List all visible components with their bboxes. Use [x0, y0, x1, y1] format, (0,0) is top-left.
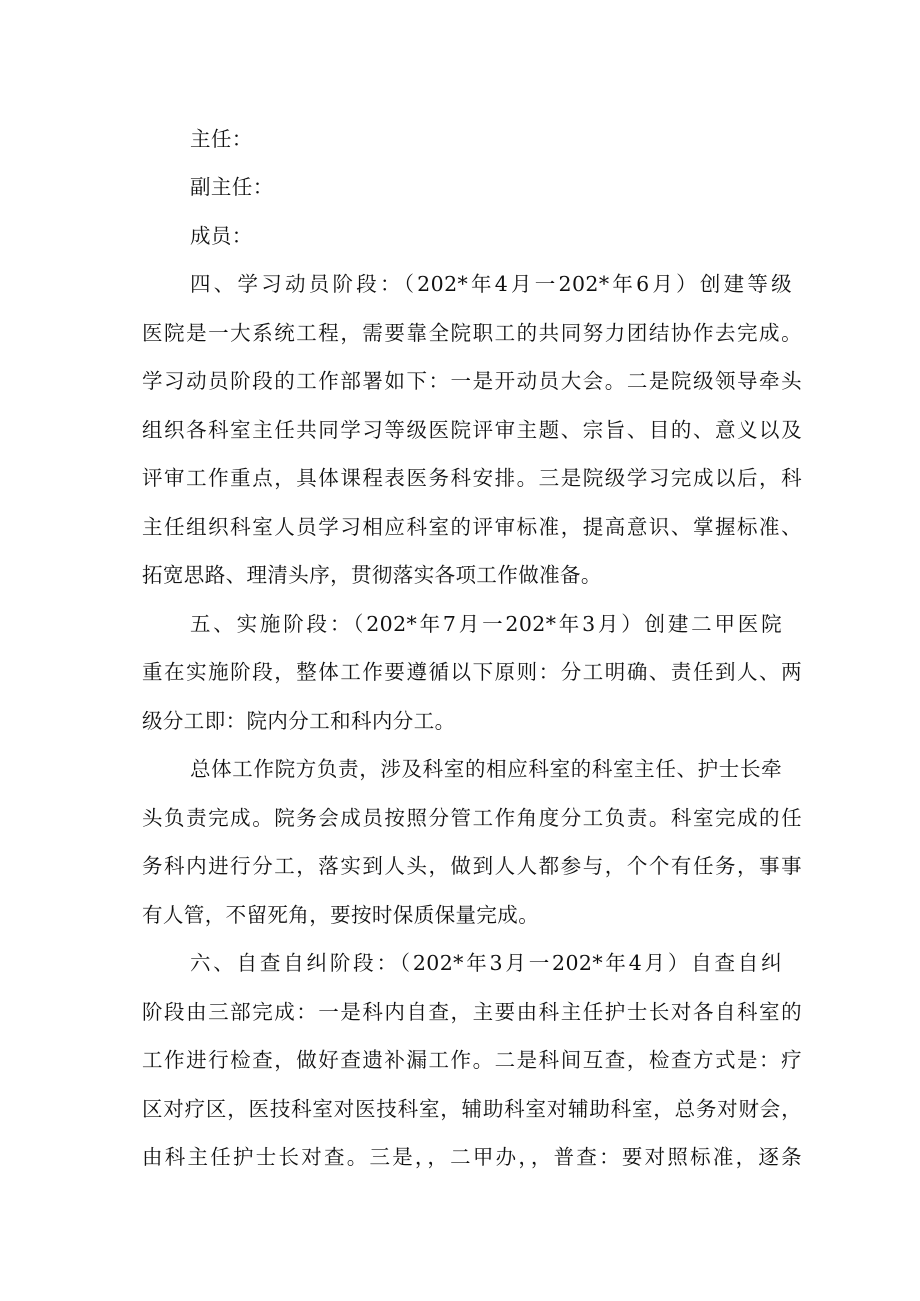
paragraph-line: 由科主任护士长对查。三是，，二甲办，，普查：要对照标准，逐条 [142, 1145, 802, 1169]
paragraph-line: 级分工即：院内分工和科内分工。 [142, 709, 456, 733]
paragraph-line: 主任组织科室人员学习相应科室的评审标准，提高意识、掌握标准、 [142, 515, 802, 539]
paragraph-line: 组织各科室主任共同学习等级医院评审主题、宗旨、目的、意义以及 [142, 418, 802, 442]
section-five-heading-line: 五、实施阶段：（202*年7月一202*年3月）创建二甲医院 [190, 612, 782, 636]
paragraph-line: 区对疗区，医技科室对医技科室，辅助科室对辅助科室，总务对财会， [142, 1097, 802, 1121]
paragraph-line: 阶段由三部完成：一是科内自查，主要由科主任护士长对各自科室的 [142, 1000, 802, 1024]
paragraph-line: 重在实施阶段，整体工作要遵循以下原则：分工明确、责任到人、两 [142, 660, 802, 684]
paragraph-line: 有人管，不留死角，要按时保质保量完成。 [142, 903, 540, 927]
director-label: 主任： [190, 127, 253, 151]
paragraph-line: 评审工作重点，具体课程表医务科安排。三是院级学习完成以后，科 [142, 466, 802, 490]
section-four-heading-line: 四、学习动员阶段：（202*年4月一202*年6月）创建等级 [190, 272, 792, 296]
section-six-heading-line: 六、自查自纠阶段：（202*年3月一202*年4月）自查自纠 [190, 951, 782, 975]
members-label: 成员： [190, 224, 253, 248]
paragraph-first-line: 总体工作院方负责，涉及科室的相应科室的科室主任、护士长牵 [190, 757, 782, 781]
paragraph-line: 学习动员阶段的工作部署如下：一是开动员大会。二是院级领导牵头 [142, 369, 802, 393]
paragraph-line: 务科内进行分工，落实到人头，做到人人都参与，个个有任务，事事 [142, 854, 802, 878]
paragraph-line: 头负责完成。院务会成员按照分管工作角度分工负责。科室完成的任 [142, 806, 802, 830]
deputy-director-label: 副主任： [190, 175, 274, 199]
paragraph-line: 工作进行检查，做好查遗补漏工作。二是科间互查，检查方式是：疗 [142, 1048, 802, 1072]
paragraph-line: 拓宽思路、理清头序，贯彻落实各项工作做准备。 [142, 563, 602, 587]
paragraph-line: 医院是一大系统工程，需要靠全院职工的共同努力团结协作去完成。 [142, 321, 802, 345]
